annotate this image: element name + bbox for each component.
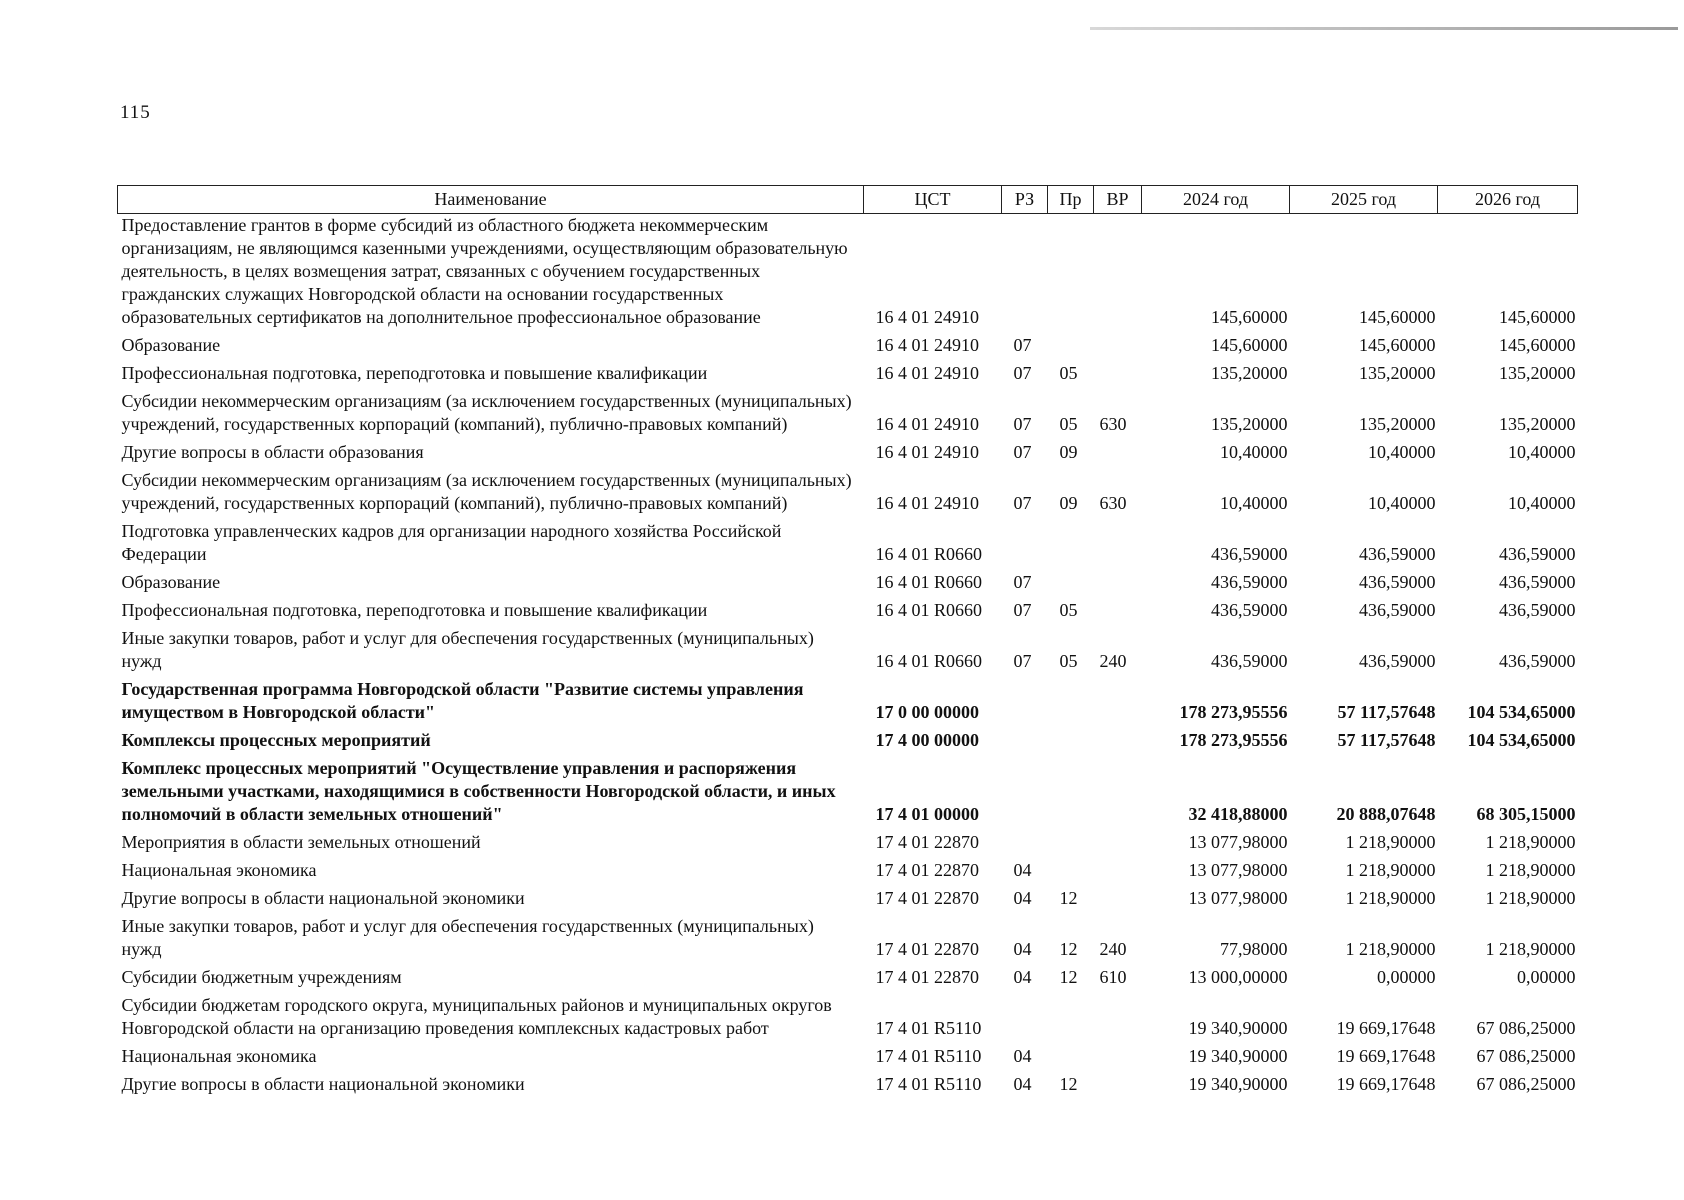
table-row <box>118 469 1578 520</box>
cell-vr <box>1094 859 1142 887</box>
cell-rz: 07 <box>1013 651 1032 671</box>
cell-vr: 630 <box>1099 414 1127 434</box>
cell-name: Подготовка управленческих кадров для организации народного хозяйства Российской Федерации <box>121 521 782 564</box>
cell-cst: 16 4 01 24910 <box>875 363 979 383</box>
header-cst: ЦСТ <box>864 186 1002 214</box>
cell-pr: 05 <box>1059 414 1078 434</box>
cell-rz: 07 <box>1013 414 1032 434</box>
cell-cst: 17 4 00 00000 <box>875 730 979 750</box>
header-2025: 2025 год <box>1290 186 1438 214</box>
cell-name: Иные закупки товаров, работ и услуг для обеспечения государственных (муниципальных) нужд <box>121 628 814 671</box>
cell-vr <box>1094 729 1142 757</box>
cell-cst: 16 4 01 R0660 <box>875 572 983 592</box>
cell-y2026: 436,59000 <box>1499 651 1576 671</box>
cell-pr: 12 <box>1059 1074 1078 1094</box>
cell-name: Другие вопросы в области национальной экономики <box>121 1074 525 1094</box>
cell-y2025: 19 669,17648 <box>1336 1018 1436 1038</box>
cell-cst: 17 4 01 22870 <box>875 832 979 852</box>
cell-y2024: 19 340,90000 <box>1188 1018 1288 1038</box>
cell-y2025: 436,59000 <box>1359 600 1436 620</box>
cell-y2025: 1 218,90000 <box>1345 832 1436 852</box>
cell-y2024: 19 340,90000 <box>1188 1046 1288 1066</box>
cell-y2025: 0,00000 <box>1377 967 1436 987</box>
cell-y2024: 436,59000 <box>1211 600 1288 620</box>
cell-rz: 04 <box>1013 888 1032 908</box>
cell-y2025: 19 669,17648 <box>1336 1046 1436 1066</box>
cell-name: Другие вопросы в области национальной экономики <box>121 888 525 908</box>
table-row <box>118 831 1578 859</box>
cell-name: Субсидии бюджетам городского округа, муниципальных районов и муниципальных округов Новгородской области на организацию проведения комплексных кадастровых работ <box>121 995 832 1038</box>
cell-y2026: 145,60000 <box>1499 307 1576 327</box>
cell-cst: 16 4 01 24910 <box>875 307 979 327</box>
cell-name: Национальная экономика <box>121 1046 317 1066</box>
cell-vr <box>1094 1045 1142 1073</box>
cell-vr <box>1094 678 1142 729</box>
header-2026: 2026 год <box>1438 186 1578 214</box>
cell-name: Профессиональная подготовка, переподготовка и повышение квалификации <box>121 600 708 620</box>
cell-y2026: 10,40000 <box>1508 493 1576 513</box>
cell-rz: 04 <box>1013 1074 1032 1094</box>
cell-y2025: 10,40000 <box>1368 493 1436 513</box>
cell-y2024: 13 077,98000 <box>1188 888 1288 908</box>
cell-rz: 07 <box>1013 600 1032 620</box>
cell-rz <box>1002 994 1048 1045</box>
cell-rz: 04 <box>1013 860 1032 880</box>
cell-name: Субсидии некоммерческим организациям (за исключением государственных (муниципальных) учреждений, государственных корпораций (компаний), публично-правовых компаний) <box>121 391 852 434</box>
table-row <box>118 1045 1578 1073</box>
table-row <box>118 859 1578 887</box>
cell-rz <box>1002 520 1048 571</box>
cell-cst: 17 4 01 R5110 <box>875 1046 982 1066</box>
cell-vr <box>1094 441 1142 469</box>
cell-y2024: 135,20000 <box>1211 414 1288 434</box>
table-row <box>118 966 1578 994</box>
cell-pr: 05 <box>1059 600 1078 620</box>
cell-vr <box>1094 599 1142 627</box>
cell-y2025: 135,20000 <box>1359 414 1436 434</box>
table-row <box>118 334 1578 362</box>
budget-table <box>117 185 1578 1101</box>
cell-name: Предоставление грантов в форме субсидий из областного бюджета некоммерческим организациям, не являющимся казенными учреждениями, осуществляющим образовательную деятельность, в целях возмещения затрат, связанных с обучением государственных гражданских служащих Новгородской области на основании государственных образовательных сертификатов на дополнительное профессиональное образование <box>121 215 848 327</box>
cell-cst: 17 4 01 22870 <box>875 939 979 959</box>
cell-pr <box>1048 994 1094 1045</box>
cell-vr: 630 <box>1099 493 1127 513</box>
cell-pr: 12 <box>1059 888 1078 908</box>
cell-vr <box>1094 214 1142 335</box>
cell-y2024: 135,20000 <box>1211 363 1288 383</box>
cell-cst: 16 4 01 24910 <box>875 414 979 434</box>
header-pr: Пр <box>1048 186 1094 214</box>
cell-y2024: 77,98000 <box>1220 939 1288 959</box>
cell-y2026: 1 218,90000 <box>1485 888 1576 908</box>
table-row <box>118 571 1578 599</box>
cell-y2026: 67 086,25000 <box>1476 1018 1576 1038</box>
cell-rz: 04 <box>1013 939 1032 959</box>
cell-y2025: 1 218,90000 <box>1345 888 1436 908</box>
cell-y2026: 1 218,90000 <box>1485 939 1576 959</box>
cell-name: Комплекс процессных мероприятий "Осуществление управления и распоряжения земельными участками, находящимися в собственности Новгородской области, и иных полномочий в области земельных отношений" <box>121 758 836 824</box>
table-row <box>118 599 1578 627</box>
cell-vr: 610 <box>1099 967 1127 987</box>
cell-vr <box>1094 362 1142 390</box>
cell-y2025: 436,59000 <box>1359 651 1436 671</box>
cell-y2024: 13 000,00000 <box>1188 967 1288 987</box>
table-row <box>118 887 1578 915</box>
cell-y2026: 0,00000 <box>1517 967 1576 987</box>
cell-pr: 09 <box>1059 493 1078 513</box>
cell-rz: 07 <box>1013 493 1032 513</box>
cell-y2026: 104 534,65000 <box>1467 702 1576 722</box>
cell-rz: 04 <box>1013 967 1032 987</box>
cell-pr <box>1048 729 1094 757</box>
cell-cst: 17 4 01 R5110 <box>875 1018 982 1038</box>
cell-y2026: 436,59000 <box>1499 572 1576 592</box>
cell-pr <box>1048 831 1094 859</box>
cell-rz <box>1002 729 1048 757</box>
cell-y2024: 13 077,98000 <box>1188 832 1288 852</box>
table-row <box>118 214 1578 335</box>
cell-cst: 16 4 01 24910 <box>875 335 979 355</box>
header-2024: 2024 год <box>1142 186 1290 214</box>
cell-vr <box>1094 334 1142 362</box>
table-row <box>118 678 1578 729</box>
cell-name: Другие вопросы в области образования <box>121 442 424 462</box>
cell-vr: 240 <box>1099 939 1127 959</box>
cell-pr <box>1048 678 1094 729</box>
cell-cst: 17 4 01 22870 <box>875 860 979 880</box>
cell-vr <box>1094 571 1142 599</box>
cell-rz <box>1002 214 1048 335</box>
cell-rz: 07 <box>1013 363 1032 383</box>
cell-y2025: 20 888,07648 <box>1336 804 1436 824</box>
cell-y2026: 135,20000 <box>1499 414 1576 434</box>
cell-name: Национальная экономика <box>121 860 317 880</box>
cell-y2024: 145,60000 <box>1211 335 1288 355</box>
cell-y2024: 13 077,98000 <box>1188 860 1288 880</box>
table-row <box>118 1073 1578 1101</box>
cell-cst: 16 4 01 24910 <box>875 442 979 462</box>
cell-pr <box>1048 520 1094 571</box>
cell-y2026: 1 218,90000 <box>1485 832 1576 852</box>
cell-pr <box>1048 214 1094 335</box>
cell-pr <box>1048 859 1094 887</box>
table-body <box>118 214 1578 1102</box>
cell-y2026: 145,60000 <box>1499 335 1576 355</box>
table-row <box>118 627 1578 678</box>
cell-rz: 07 <box>1013 442 1032 462</box>
cell-cst: 16 4 01 R0660 <box>875 600 983 620</box>
cell-y2024: 32 418,88000 <box>1188 804 1288 824</box>
cell-pr: 12 <box>1059 939 1078 959</box>
cell-rz: 04 <box>1013 1046 1032 1066</box>
cell-y2024: 10,40000 <box>1220 442 1288 462</box>
cell-y2025: 10,40000 <box>1368 442 1436 462</box>
cell-y2024: 436,59000 <box>1211 544 1288 564</box>
cell-y2026: 104 534,65000 <box>1467 730 1576 750</box>
table-row <box>118 915 1578 966</box>
cell-pr: 09 <box>1059 442 1078 462</box>
table-row <box>118 994 1578 1045</box>
table-row <box>118 757 1578 831</box>
header-rz: РЗ <box>1002 186 1048 214</box>
cell-vr <box>1094 757 1142 831</box>
cell-name: Мероприятия в области земельных отношений <box>121 832 481 852</box>
cell-y2024: 178 273,95556 <box>1179 702 1288 722</box>
cell-y2024: 178 273,95556 <box>1179 730 1288 750</box>
cell-y2025: 57 117,57648 <box>1337 702 1436 722</box>
cell-y2026: 68 305,15000 <box>1476 804 1576 824</box>
cell-rz: 07 <box>1013 572 1032 592</box>
cell-pr <box>1048 757 1094 831</box>
cell-rz <box>1002 831 1048 859</box>
cell-y2026: 436,59000 <box>1499 600 1576 620</box>
cell-name: Субсидии бюджетным учреждениям <box>121 967 402 987</box>
cell-vr <box>1094 1073 1142 1101</box>
cell-rz <box>1002 757 1048 831</box>
cell-y2025: 1 218,90000 <box>1345 860 1436 880</box>
cell-pr <box>1048 1045 1094 1073</box>
cell-cst: 16 4 01 24910 <box>875 493 979 513</box>
page-number: 115 <box>120 102 151 123</box>
cell-y2025: 145,60000 <box>1359 335 1436 355</box>
cell-cst: 17 4 01 00000 <box>875 804 979 824</box>
cell-y2024: 19 340,90000 <box>1188 1074 1288 1094</box>
cell-cst: 17 4 01 22870 <box>875 888 979 908</box>
table-row <box>118 729 1578 757</box>
cell-y2025: 145,60000 <box>1359 307 1436 327</box>
cell-name: Государственная программа Новгородской области "Развитие системы управления имуществом в Новгородской области" <box>121 679 804 722</box>
cell-y2026: 67 086,25000 <box>1476 1046 1576 1066</box>
header-vr: ВР <box>1094 186 1142 214</box>
table-row <box>118 520 1578 571</box>
top-scan-rule <box>1090 27 1678 30</box>
cell-y2026: 135,20000 <box>1499 363 1576 383</box>
cell-cst: 17 4 01 R5110 <box>875 1074 982 1094</box>
cell-y2025: 135,20000 <box>1359 363 1436 383</box>
cell-vr: 240 <box>1099 651 1127 671</box>
cell-name: Образование <box>121 572 221 592</box>
cell-y2025: 1 218,90000 <box>1345 939 1436 959</box>
cell-pr <box>1048 571 1094 599</box>
cell-y2024: 10,40000 <box>1220 493 1288 513</box>
cell-y2025: 436,59000 <box>1359 572 1436 592</box>
cell-y2024: 436,59000 <box>1211 572 1288 592</box>
cell-vr <box>1094 831 1142 859</box>
cell-y2026: 67 086,25000 <box>1476 1074 1576 1094</box>
cell-y2025: 19 669,17648 <box>1336 1074 1436 1094</box>
cell-pr: 05 <box>1059 651 1078 671</box>
cell-pr: 12 <box>1059 967 1078 987</box>
cell-name: Иные закупки товаров, работ и услуг для обеспечения государственных (муниципальных) нужд <box>121 916 814 959</box>
cell-vr <box>1094 887 1142 915</box>
cell-rz: 07 <box>1013 335 1032 355</box>
cell-y2026: 1 218,90000 <box>1485 860 1576 880</box>
table-row <box>118 362 1578 390</box>
cell-cst: 17 0 00 00000 <box>875 702 979 722</box>
cell-y2026: 10,40000 <box>1508 442 1576 462</box>
cell-name: Комплексы процессных мероприятий <box>121 730 431 750</box>
cell-vr <box>1094 994 1142 1045</box>
cell-cst: 16 4 01 R0660 <box>875 651 983 671</box>
cell-vr <box>1094 520 1142 571</box>
cell-name: Образование <box>121 335 221 355</box>
cell-pr <box>1048 334 1094 362</box>
cell-y2025: 436,59000 <box>1359 544 1436 564</box>
cell-rz <box>1002 678 1048 729</box>
table-row <box>118 441 1578 469</box>
cell-cst: 17 4 01 22870 <box>875 967 979 987</box>
cell-y2025: 57 117,57648 <box>1337 730 1436 750</box>
cell-y2024: 436,59000 <box>1211 651 1288 671</box>
cell-pr: 05 <box>1059 363 1078 383</box>
table-row <box>118 390 1578 441</box>
table-header-row <box>118 186 1578 214</box>
cell-cst: 16 4 01 R0660 <box>875 544 983 564</box>
cell-name: Субсидии некоммерческим организациям (за исключением государственных (муниципальных) учреждений, государственных корпораций (компаний), публично-правовых компаний) <box>121 470 852 513</box>
cell-y2026: 436,59000 <box>1499 544 1576 564</box>
cell-name: Профессиональная подготовка, переподготовка и повышение квалификации <box>121 363 708 383</box>
cell-y2024: 145,60000 <box>1211 307 1288 327</box>
header-name: Наименование <box>118 186 864 214</box>
